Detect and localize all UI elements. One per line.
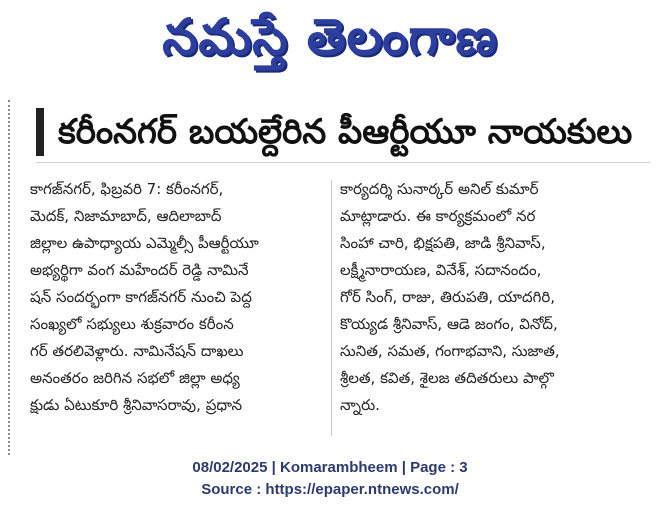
- headline-marker: [36, 108, 44, 156]
- article-line: కొయ్యడ శ్రీనివాస్, ఆడె జంగం, వినోద్,: [340, 315, 558, 333]
- article-line: క్షుడు ఏటుకూరి శ్రీనివాసరావు, ప్రధాన: [30, 396, 243, 414]
- article-column-left: [30, 176, 322, 419]
- article-column-right: [340, 176, 640, 419]
- article-line: జిల్లాల ఉపాధ్యాయ ఎమ్మెల్సీ పీఆర్టీయూ: [30, 234, 259, 252]
- article-line: న్నారు.: [340, 396, 380, 414]
- source-url[interactable]: Source : https://epaper.ntnews.com/: [201, 481, 459, 498]
- article-line: గోర్ సింగ్, రాజు, తిరుపతి, యాదగిరి,: [340, 288, 555, 306]
- article-line: అభ్యర్థిగా వంగ మహేందర్ రెడ్డి నామినే: [30, 261, 249, 279]
- article-line: మాట్లాడారు. ఈ కార్యక్రమంలో నర: [340, 207, 536, 225]
- masthead-title: నమస్తే తెలంగాణ: [162, 7, 498, 66]
- article-line: అనంతరం జరిగిన సభలో జిల్లా అధ్య: [30, 369, 240, 387]
- article-line: సింహా చారి, భిక్షపతి, జాడి శ్రీనివాస్,: [340, 234, 546, 252]
- headline-bar: [36, 102, 650, 163]
- article-line: షన్ సందర్భంగా కాగజ్‌నగర్ నుంచి పెద్ద: [30, 288, 252, 306]
- article-line: కాగజ్‌నగర్, ఫిబ్రవరి 7: కరీంనగర్,: [30, 180, 224, 198]
- page-edge-rule: [8, 100, 13, 455]
- article-headline: కరీంనగర్ బయల్దేరిన పీఆర్టీయూ నాయకులు: [58, 112, 633, 152]
- article-line: కార్యదర్శి సునార్కర్ అనిల్ కుమార్: [340, 180, 539, 198]
- source-footer: [0, 457, 660, 501]
- article-line: గర్ తరలివెళ్లారు. నామినేషన్ దాఖలు: [30, 342, 244, 360]
- article-line: శ్రీలత, కవిత, శైలజ తదితరులు పాల్గొ: [340, 369, 554, 387]
- edition-info: 08/02/2025 | Komarambheem | Page : 3: [192, 459, 468, 476]
- article-line: సంఖ్యలో సభ్యులు శుక్రవారం కరీంన: [30, 315, 234, 333]
- column-divider: [331, 180, 332, 436]
- article-line: మెదక్, నిజామాబాద్, ఆదిలాబాద్: [30, 207, 222, 225]
- article-line: లక్ష్మీనారాయణ, వినేశ్, సదానందం,: [340, 261, 542, 279]
- newspaper-masthead: [0, 0, 660, 86]
- article-line: సునిత, సమత, గంగాభవాని, సుజాత,: [340, 342, 560, 360]
